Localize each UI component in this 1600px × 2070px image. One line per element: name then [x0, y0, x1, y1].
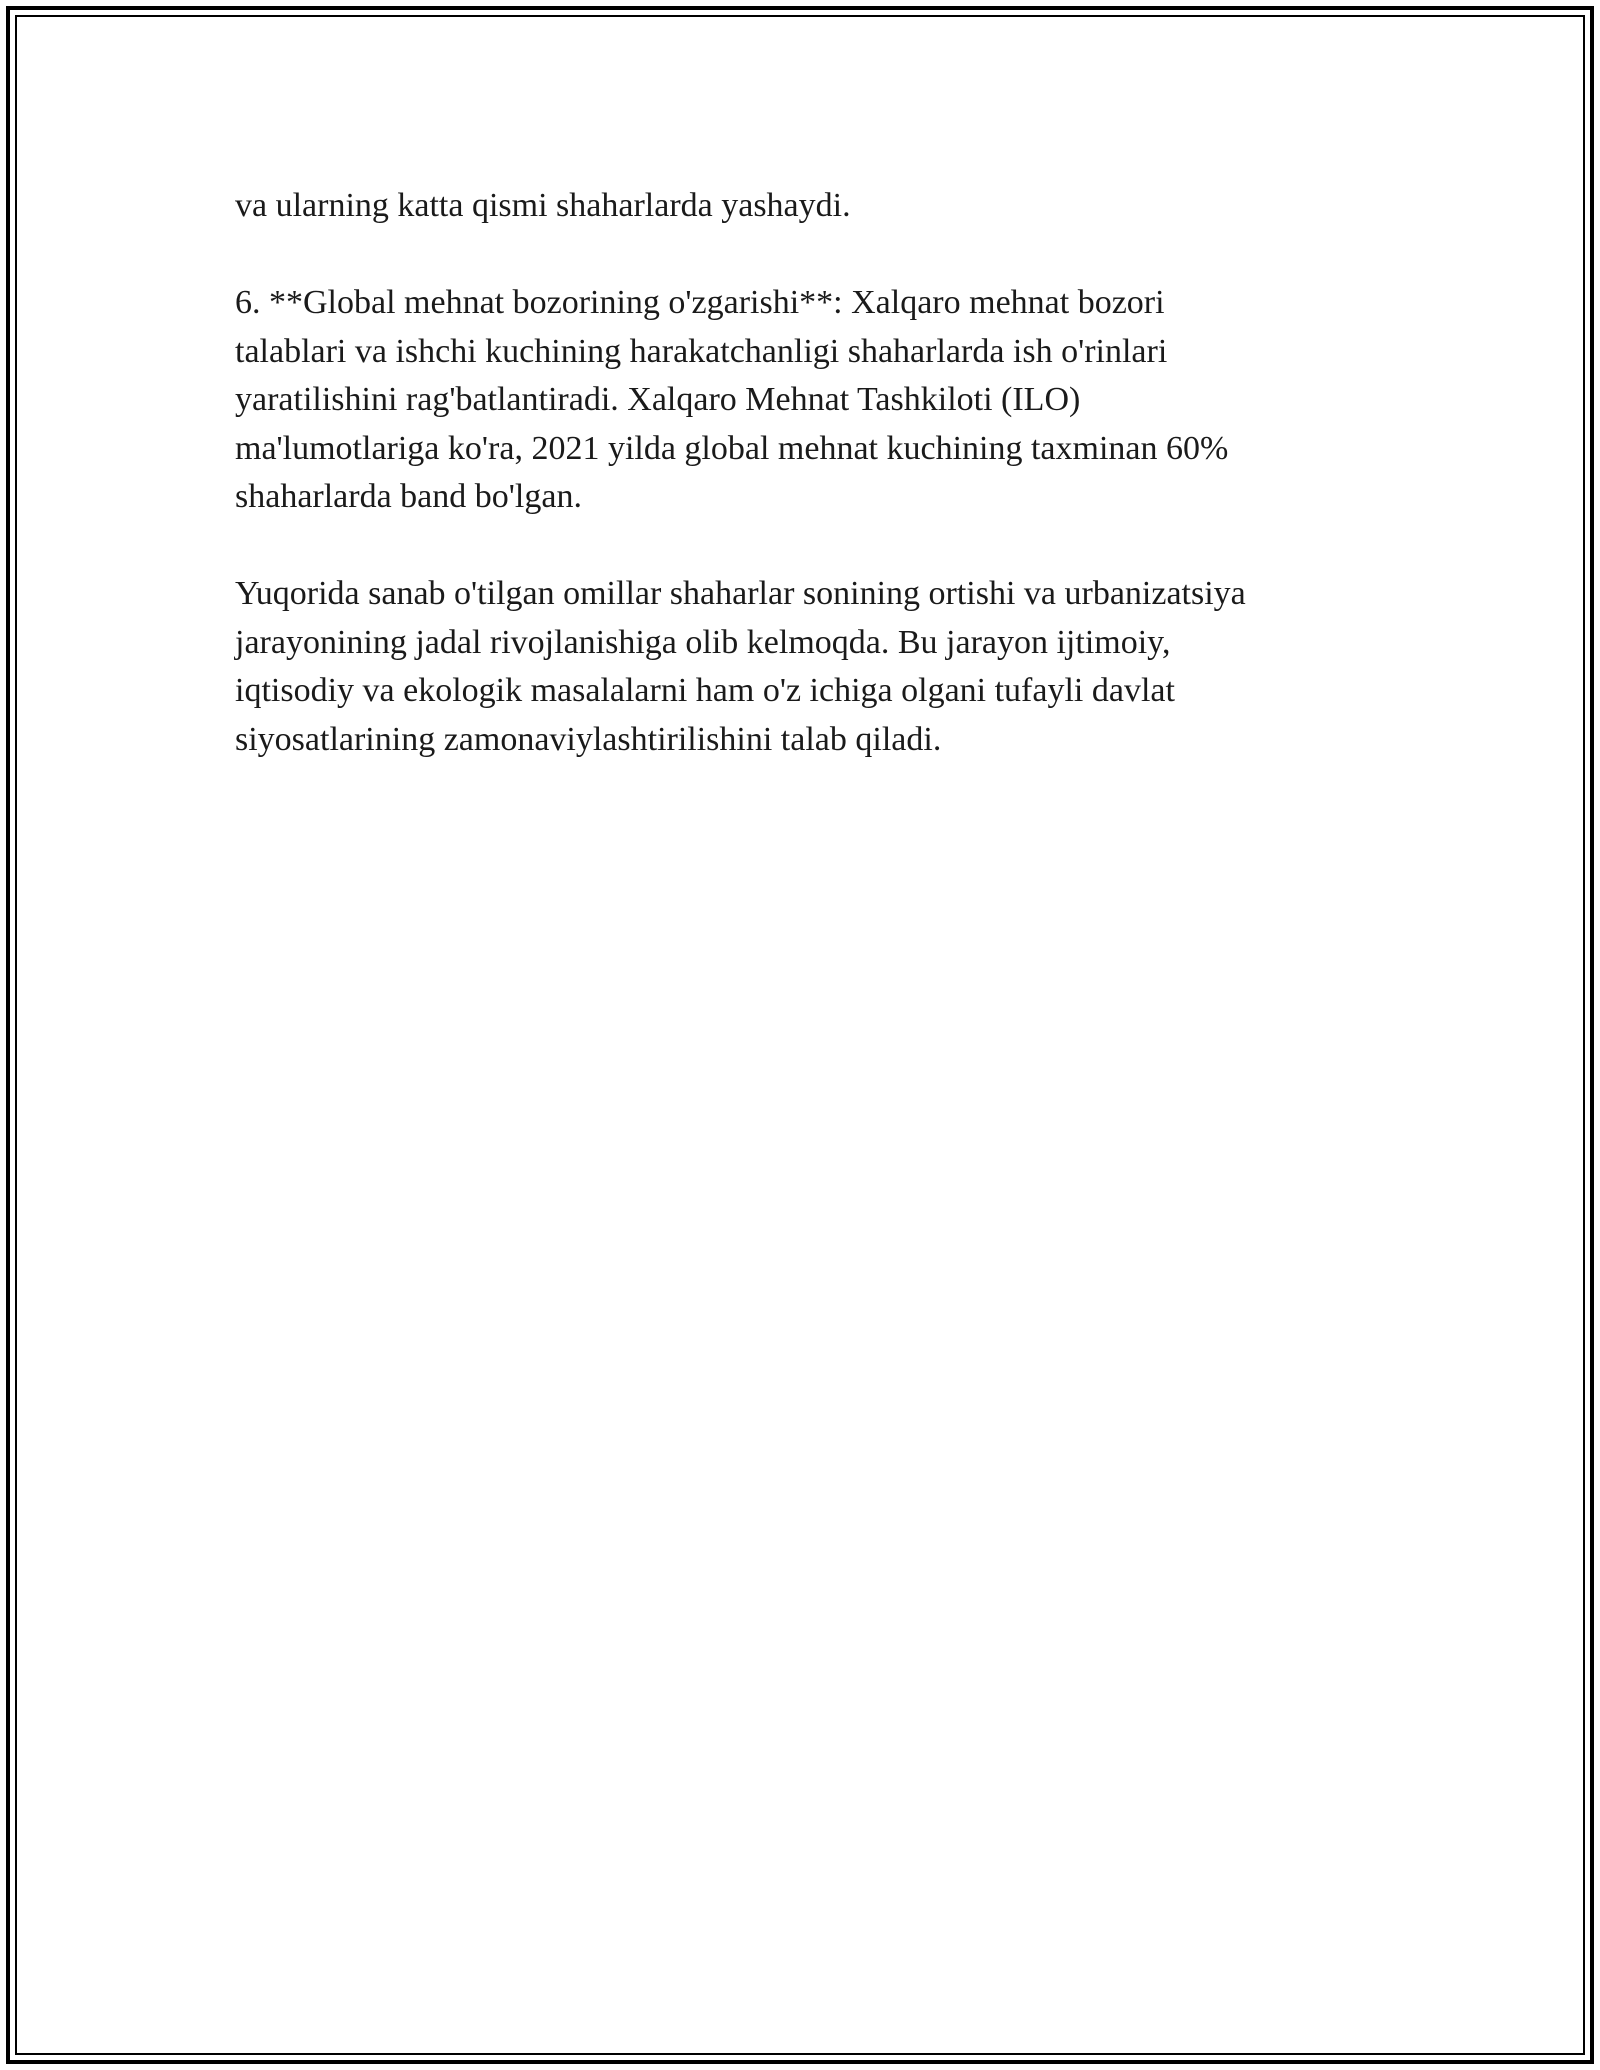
text-line: 6. **Global mehnat bozorining o'zgarishi**: Xalqaro mehnat bozori: [235, 284, 1165, 321]
text-line: siyosatlarining zamonaviylashtirilishini talab qiladi.: [235, 720, 942, 758]
paragraph-3: [235, 570, 1415, 764]
text-line: yaratilishini rag'batlantiradi. Xalqaro Mehnat Tashkiloti (ILO): [235, 381, 1081, 418]
text-line: jarayonining jadal rivojlanishiga olib kelmoqda. Bu jarayon ijtimoiy,: [235, 623, 1171, 661]
text-line: Yuqorida sanab o'tilgan omillar shaharlar sonining ortishi va urbanizatsiya: [235, 575, 1246, 612]
paragraph-2: [235, 279, 1415, 522]
text-line: talablari va ishchi kuchining harakatchanligi shaharlarda ish o'rinlari: [235, 332, 1168, 370]
paragraph-1: [235, 182, 1415, 231]
document-body: [235, 182, 1415, 813]
text-line: shaharlarda band bo'lgan.: [235, 478, 582, 515]
text-line: va ularning katta qismi shaharlarda yashaydi.: [235, 187, 851, 224]
text-line: iqtisodiy va ekologik masalalarni ham o'z ichiga olgani tufayli davlat: [235, 672, 1175, 709]
text-line: ma'lumotlariga ko'ra, 2021 yilda global mehnat kuchining taxminan 60%: [235, 429, 1229, 467]
